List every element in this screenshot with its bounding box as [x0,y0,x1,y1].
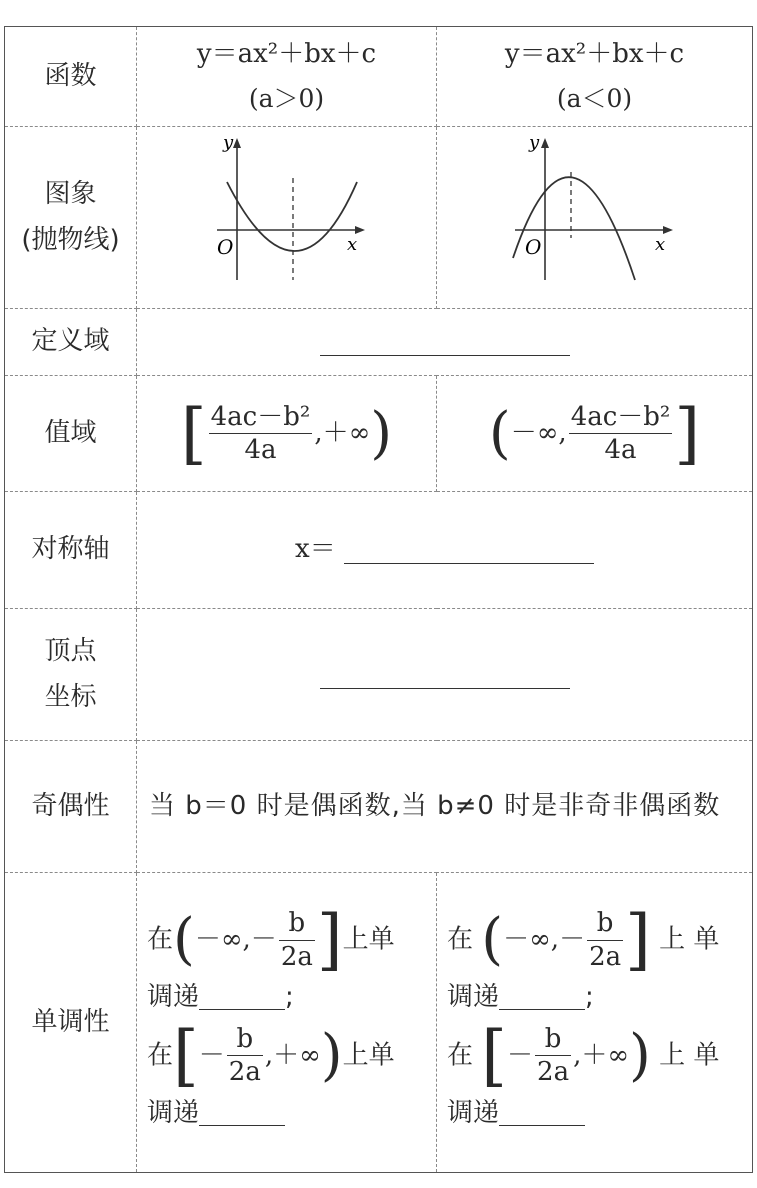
mono-left-blank-1[interactable] [199,985,285,1010]
monotonicity-a-negative [437,873,753,1173]
formula-left: y＝ax²＋bx＋c [196,38,377,69]
mono-right-semicolon: ; [585,982,594,1013]
domain-blank[interactable] [320,327,570,356]
graph1-x-label: x [346,233,357,255]
mono-left-block [137,901,436,1138]
right-paren-icon: ) [370,400,393,466]
mono-right-blank-2[interactable] [499,1101,585,1126]
range-a-positive [137,376,437,492]
label-domain: 定义域 [5,309,137,376]
mono-left-word-up-1: 上单 [342,924,395,955]
label-range: 值域 [5,376,137,492]
label-vertex-line1: 顶点 [44,636,97,666]
label-function: 函数 [5,27,137,127]
condition-right: (a＜0) [556,84,633,114]
mono-left-line4 [147,1089,436,1138]
right-paren-icon: ) [629,1022,651,1088]
mono-right-frac-2 [535,1023,571,1089]
mono-left-word-monotone-1: 调递 [147,982,200,1013]
label-vertex [5,609,137,741]
mono-frac-den: 2a [228,1057,261,1087]
mono-frac-den: 2a [589,941,622,972]
quadratic-properties-table [4,26,753,1173]
axis-blank[interactable] [344,535,594,564]
row-graph [5,127,753,309]
mono-right-word-in-1: 在 [447,924,474,955]
mono-right-blank-1[interactable] [499,985,585,1010]
mono-right-frac-1 [587,907,623,973]
mono-right-word-up-1: 上 单 [659,924,720,955]
left-square-bracket-icon: [ [173,1016,199,1094]
mono-right-word-monotone-2: 调递 [447,1097,500,1128]
label-vertex-line2: 坐标 [44,681,97,712]
range-left-fraction [209,401,313,467]
mono-left-neg: － [198,1040,225,1070]
graph2-x-label: x [654,233,665,255]
mono-left-line2 [147,973,436,1022]
row-function [5,27,753,127]
mono-left-word-up-2: 上单 [342,1040,395,1070]
parity-text: 当 b＝0 时是偶函数,当 b≠0 时是非奇非偶函数 [137,741,753,873]
label-axis: 对称轴 [5,492,137,609]
mono-right-line1 [447,901,752,979]
mono-right-pos-inf: ,＋∞ [573,1040,630,1070]
row-axis [5,492,753,609]
range-right-numerator: 4ac－b² [569,401,673,435]
domain-blank-cell [137,309,753,376]
mono-frac-num: b [227,1023,263,1057]
range-left-numerator: 4ac－b² [209,401,313,435]
formula-a-negative [437,27,753,127]
mono-right-word-up-2: 上 单 [659,1040,720,1070]
left-square-bracket-icon: [ [481,1016,508,1094]
range-a-negative [437,376,753,492]
range-left-denominator: 4a [244,435,277,465]
formula-a-positive [137,27,437,127]
right-paren-icon: ) [320,1022,343,1088]
downward-parabola-graph [505,130,685,290]
graph2-origin-label: O [524,234,541,259]
range-right-head: －∞, [510,417,567,448]
mono-frac-num: b [279,907,315,941]
graph-upward-parabola [137,127,437,309]
mono-frac-num: b [535,1023,571,1057]
label-parity: 奇偶性 [5,741,137,873]
range-right-denominator: 4a [604,435,637,465]
right-square-bracket-icon: ] [316,901,343,979]
mono-left-word-in-2: 在 [147,1040,174,1070]
mono-left-word-in-1: 在 [147,924,174,955]
graph1-y-label: y [222,131,233,153]
row-range [5,376,753,492]
label-graph [5,127,137,309]
mono-left-neg-inf: －∞,－ [194,924,277,955]
upward-parabola-graph [197,130,377,290]
graph1-origin-label: O [216,234,233,259]
axis-cell [137,492,753,609]
range-left-tail: ,＋∞ [314,417,371,448]
vertex-blank[interactable] [320,660,570,689]
previous-text-fragment [0,0,757,26]
mono-right-line3 [447,1016,752,1094]
mono-frac-den: 2a [280,941,313,972]
mono-left-line3 [147,1016,436,1094]
label-graph-line2: (抛物线) [21,224,120,255]
mono-right-block [437,901,752,1138]
mono-left-frac-1 [279,907,315,973]
mono-left-pos-inf: ,＋∞ [264,1040,321,1070]
mono-left-semicolon: ; [285,982,294,1013]
left-paren-icon: ( [173,907,195,973]
monotonicity-a-positive [137,873,437,1173]
range-right-fraction [569,401,673,467]
vertex-blank-cell [137,609,753,741]
mono-right-neg-inf: －∞,－ [503,924,586,955]
mono-right-word-monotone-1: 调递 [447,982,500,1013]
row-parity [5,741,753,873]
right-square-bracket-icon: ] [674,394,701,472]
label-graph-line1: 图象 [44,179,97,209]
axis-prefix: x＝ [295,534,336,565]
mono-right-line2 [447,973,752,1022]
mono-right-word-in-2: 在 [447,1040,474,1070]
mono-left-word-monotone-2: 调递 [147,1097,200,1128]
mono-left-line1 [147,901,436,979]
mono-left-blank-2[interactable] [199,1101,285,1126]
graph-downward-parabola [437,127,753,309]
row-monotonicity [5,873,753,1173]
condition-left: (a＞0) [248,84,325,114]
right-square-bracket-icon: ] [625,901,651,979]
mono-frac-num: b [587,907,623,941]
row-domain [5,309,753,376]
label-monotonicity: 单调性 [5,873,137,1173]
row-vertex [5,609,753,741]
left-paren-icon: ( [488,400,511,466]
mono-right-line4 [447,1089,752,1138]
left-paren-icon: ( [481,907,504,973]
mono-left-frac-2 [227,1023,263,1089]
mono-frac-den: 2a [537,1057,570,1087]
mono-right-neg: － [507,1040,534,1070]
formula-right: y＝ax²＋bx＋c [504,38,685,69]
graph2-y-label: y [528,131,539,153]
left-square-bracket-icon: [ [180,394,207,472]
